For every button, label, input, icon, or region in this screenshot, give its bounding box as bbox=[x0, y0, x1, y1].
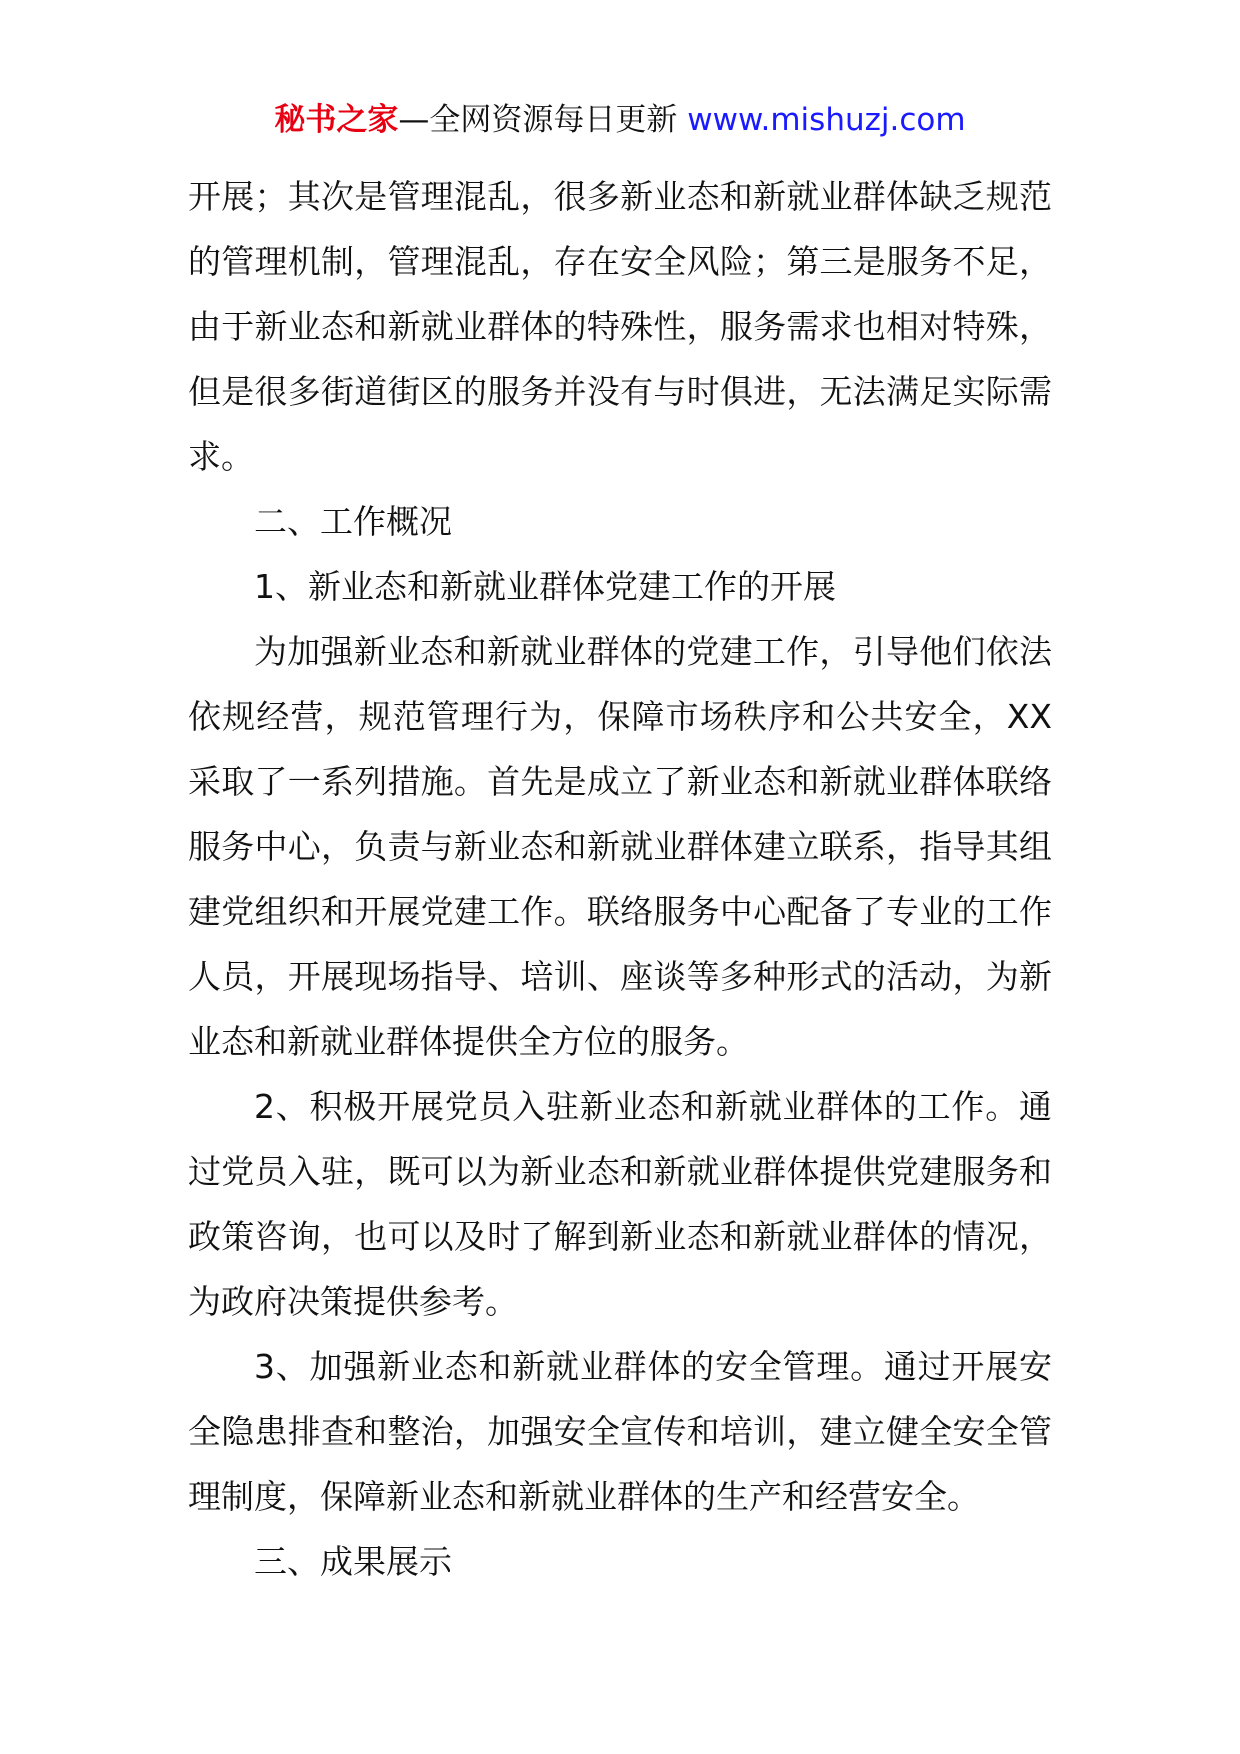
header-url-link[interactable]: www.mishuzj.com bbox=[687, 102, 966, 138]
paragraph-continuation: 开展；其次是管理混乱，很多新业态和新就业群体缺乏规范的管理机制，管理混乱，存在安全风险；第三是服务不足，由于新业态和新就业群体的特殊性，服务需求也相对特殊，但是很多街道街区的服务并没有与时俱进，无法满足实际需求。 bbox=[188, 177, 1052, 476]
section-heading-work-overview: 二、工作概况 bbox=[254, 502, 452, 541]
document-body bbox=[188, 164, 1052, 1594]
section-heading-results: 三、成果展示 bbox=[254, 1542, 452, 1581]
brand-name: 秘书之家 bbox=[274, 102, 399, 138]
paragraph-measures: 为加强新业态和新就业群体的党建工作，引导他们依法依规经营，规范管理行为，保障市场秩序和公共安全，XX采取了一系列措施。首先是成立了新业态和新就业群体联络服务中心，负责与新业态和新就业群体建立联系，指导其组建党组织和开展党建工作。联络服务中心配备了专业的工作人员，开展现场指导、培训、座谈等多种形式的活动，为新业态和新就业群体提供全方位的服务。 bbox=[188, 632, 1052, 1061]
paragraph-safety-management: 3、加强新业态和新就业群体的安全管理。通过开展安全隐患排查和整治，加强安全宣传和培训，建立健全安全管理制度，保障新业态和新就业群体的生产和经营安全。 bbox=[188, 1347, 1052, 1516]
paragraph-party-members: 2、积极开展党员入驻新业态和新就业群体的工作。通过党员入驻，既可以为新业态和新就业群体提供党建服务和政策咨询，也可以及时了解到新业态和新就业群体的情况，为政府决策提供参考。 bbox=[188, 1087, 1052, 1321]
subheading-party-building: 1、新业态和新就业群体党建工作的开展 bbox=[254, 567, 836, 606]
header-tagline: —全网资源每日更新 bbox=[398, 102, 678, 138]
page-header bbox=[0, 98, 1240, 142]
